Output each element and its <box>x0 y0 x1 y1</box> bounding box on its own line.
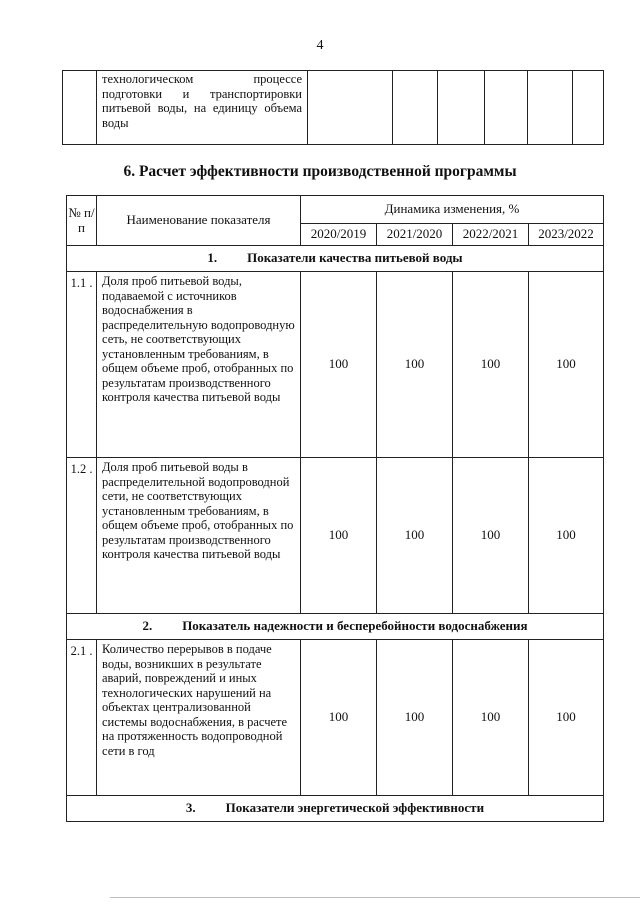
section-number: 3. <box>185 800 196 816</box>
table-row <box>67 458 604 614</box>
row-number: 1.2 . <box>67 458 97 614</box>
section-title: Показатель надежности и бесперебойности водоснабжения <box>182 618 528 634</box>
table-row <box>67 640 604 796</box>
fragment-text: технологическом процессе подготовки и транспортировки питьевой воды, на единицу объема воды <box>97 71 308 145</box>
row-value: 100 <box>529 272 604 458</box>
header-num: № п/п <box>67 196 97 246</box>
section-title: Показатели качества питьевой воды <box>247 250 463 266</box>
row-number: 2.1 . <box>67 640 97 796</box>
header-dynamics: Динамика изменения, % <box>301 196 604 224</box>
row-value: 100 <box>377 458 453 614</box>
row-name: Доля проб питьевой воды в распределительной водопроводной сети, не соответствующих установленным требованиям, в общем объеме проб, отобранных по результатам производственного контроля качества питьевой воды <box>97 458 301 614</box>
row-value: 100 <box>301 458 377 614</box>
row-value: 100 <box>453 458 529 614</box>
row-name: Количество перерывов в подаче воды, возникших в результате аварий, повреждений и иных технологических нарушений на объектах централизованной системы водоснабжения, в расчете на протяженность водопроводной сети в год <box>97 640 301 796</box>
table-row <box>67 272 604 458</box>
section-number: 1. <box>207 250 218 266</box>
row-value: 100 <box>453 640 529 796</box>
previous-table-fragment <box>62 70 604 145</box>
row-value: 100 <box>377 640 453 796</box>
header-year: 2022/2021 <box>453 224 529 246</box>
header-year: 2021/2020 <box>377 224 453 246</box>
section-title: Показатели энергетической эффективности <box>225 800 485 816</box>
section-row <box>67 614 604 640</box>
row-value: 100 <box>529 458 604 614</box>
header-name: Наименование показателя <box>97 196 301 246</box>
row-value: 100 <box>377 272 453 458</box>
section-heading: 6. Расчет эффективности производственной программы <box>123 163 517 180</box>
row-value: 100 <box>529 640 604 796</box>
efficiency-table <box>66 195 604 822</box>
header-year: 2023/2022 <box>529 224 604 246</box>
bottom-scan-edge <box>110 897 640 898</box>
row-number: 1.1 . <box>67 272 97 458</box>
section-number: 2. <box>142 618 153 634</box>
page-number: 4 <box>316 38 324 53</box>
row-value: 100 <box>301 272 377 458</box>
header-year: 2020/2019 <box>301 224 377 246</box>
row-value: 100 <box>301 640 377 796</box>
row-name: Доля проб питьевой воды, подаваемой с источников водоснабжения в распределительную водопроводную сеть, не соответствующих установленным требованиям, в общем объеме проб, отобранных по результатам производственного контроля качества питьевой воды <box>97 272 301 458</box>
section-row <box>67 246 604 272</box>
row-value: 100 <box>453 272 529 458</box>
section-row <box>67 796 604 822</box>
